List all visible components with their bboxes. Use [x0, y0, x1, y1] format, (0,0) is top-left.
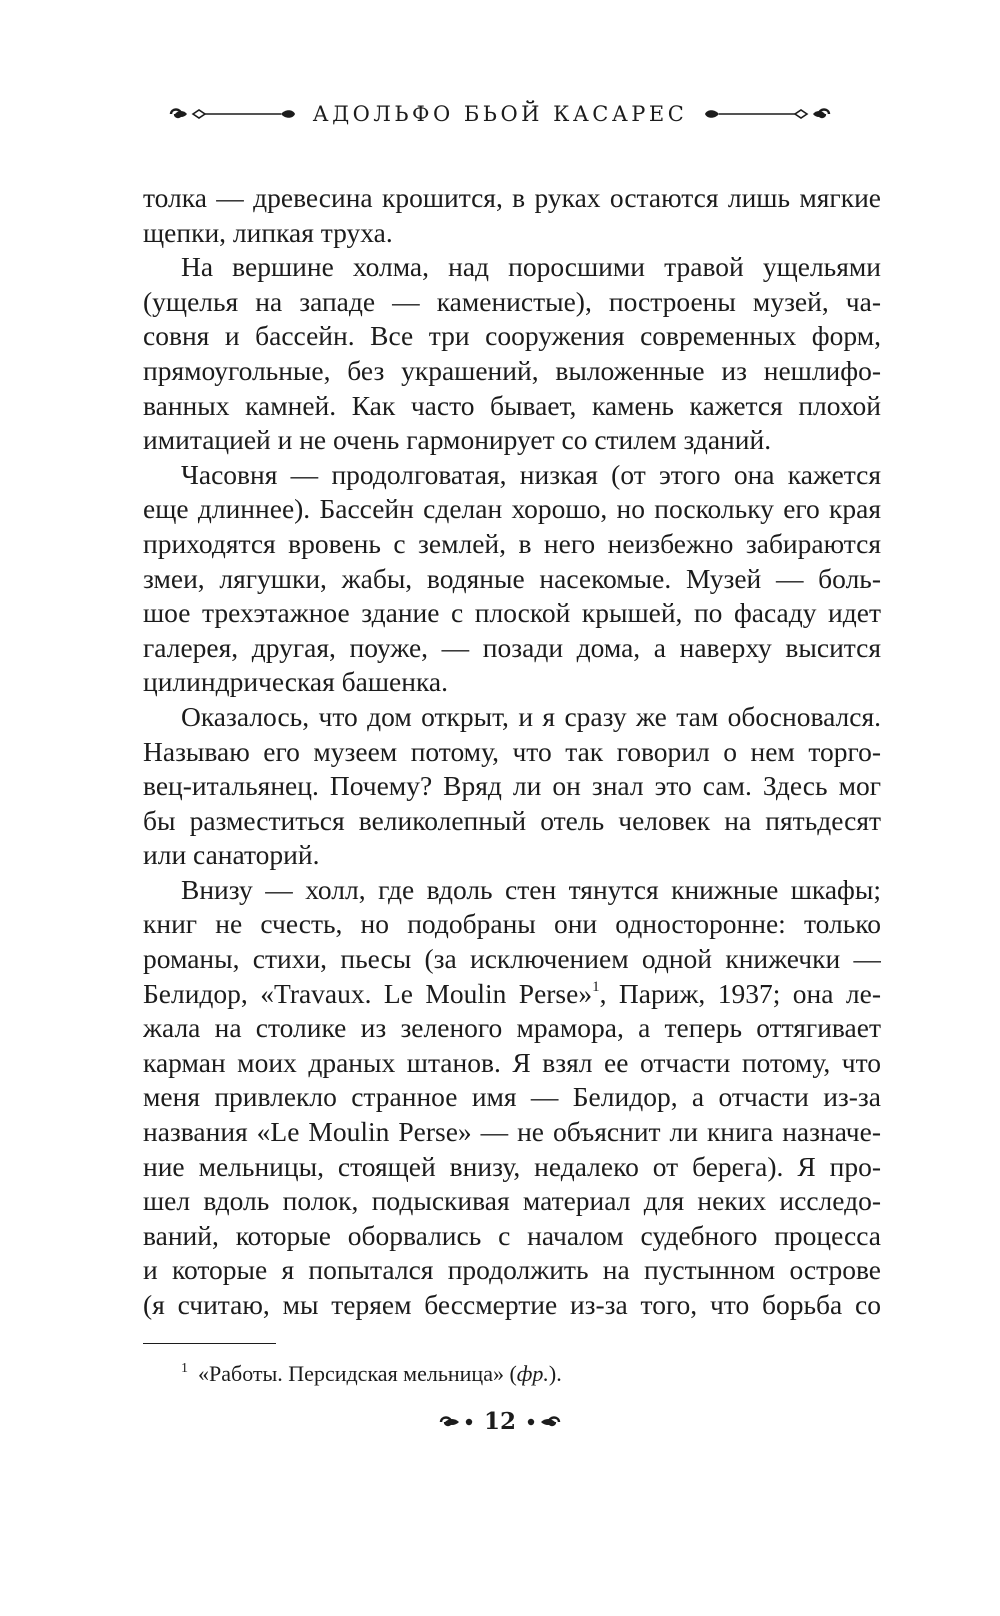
text-line: жала на столике из зеленого мрамора, а теперь оттягивает — [143, 1012, 881, 1044]
running-head — [0, 102, 1000, 126]
page-footer — [0, 1408, 1000, 1435]
text-line: (я считаю, мы теряем бессмертие из-за того, что борьба со — [143, 1289, 881, 1320]
footnote-italic: фр. — [516, 1361, 549, 1386]
text-line: имитацией и не очень гармонирует со стилем зданий. — [143, 424, 772, 456]
body-text — [143, 181, 881, 1323]
text-line: шел вдоль полок, подыскивая материал для неких исследо- — [143, 1185, 881, 1217]
right-flourish-icon — [524, 1413, 562, 1431]
text-line: или санаторий. — [143, 839, 320, 871]
page-number: 12 — [483, 1408, 516, 1435]
text-segment: Белидор, «Travaux. Le Moulin Perse» — [143, 977, 593, 1009]
text-line: и которые я попытался продолжить на пустынном острове — [143, 1254, 881, 1286]
text-line: ванных камней. Как часто бывает, камень кажется плохой — [143, 389, 881, 421]
text-line: приходятся вровень с землей, в него неизбежно забираются — [143, 527, 881, 559]
text-line: (ущелья на западе — каменистые), построены музей, ча- — [143, 285, 881, 317]
footnote-text: «Работы. Персидская мельница» ( — [198, 1361, 517, 1386]
footnote-reference[interactable]: 1 — [592, 978, 600, 995]
text-line: щепки, липкая труха. — [143, 216, 393, 248]
footnote-mark: 1 — [181, 1361, 188, 1376]
footnote — [181, 1355, 562, 1388]
text-line: еще длиннее). Бассейн сделан хорошо, но поскольку его края — [143, 493, 881, 525]
text-line: совня и бассейн. Все три сооружения современных форм, — [143, 320, 881, 352]
text-line: Называю его музеем потому, что так говорил о нем торго- — [143, 735, 881, 767]
text-segment: , Париж, 1937; она ле- — [599, 977, 881, 1009]
text-line: Оказалось, что дом открыт, и я сразу же там обосновался. — [181, 700, 881, 732]
text-line: романы, стихи, пьесы (за исключением одной книжечки — — [143, 943, 881, 975]
text-line: Внизу — холл, где вдоль стен тянутся книжные шкафы; — [181, 873, 881, 905]
text-line: карман моих драных штанов. Я взял ее отчасти потому, что — [143, 1046, 881, 1078]
right-ornament-icon — [701, 104, 831, 124]
left-ornament-icon — [169, 104, 299, 124]
text-line: галерея, другая, поуже, — позади дома, а наверху высится — [143, 631, 881, 663]
text-line: На вершине холма, над поросшими травой ущельями — [181, 251, 881, 283]
text-line: шое трехэтажное здание с плоской крышей, по фасаду идет — [143, 597, 881, 629]
text-line: названия «Le Moulin Perse» — не объяснит ли книга назначе- — [143, 1116, 881, 1148]
running-title: АДОЛЬФО БЬОЙ КАСАРЕС — [312, 102, 688, 126]
text-line: прямоугольные, без украшений, выложенные из нешлифо- — [143, 354, 881, 386]
footnote-text-end: ). — [548, 1361, 562, 1386]
text-line: толка — древесина крошится, в руках остаются лишь мягкие — [143, 182, 881, 213]
text-line: ваний, которые оборвались с началом судебного процесса — [143, 1219, 881, 1251]
text-line: меня привлекло странное имя — Белидор, а отчасти из-за — [143, 1081, 881, 1113]
text-line: бы разместиться великолепный отель человек на пятьдесят — [143, 804, 881, 836]
text-line: змеи, лягушки, жабы, водяные насекомые. Музей — боль- — [143, 562, 881, 594]
text-line: цилиндрическая башенка. — [143, 666, 448, 698]
text-line: книг не счесть, но подобраны они односторонне: только — [143, 908, 881, 940]
left-flourish-icon — [438, 1413, 476, 1431]
text-line: вец-итальянец. Почему? Вряд ли он знал это сам. Здесь мог — [143, 770, 881, 802]
text-line: ние мельницы, стоящей внизу, недалеко от берега). Я про- — [143, 1150, 881, 1182]
footnote-divider — [143, 1343, 276, 1344]
text-line-with-footnote — [143, 977, 881, 1012]
text-line: Часовня — продолговатая, низкая (от этого она кажется — [181, 458, 881, 490]
